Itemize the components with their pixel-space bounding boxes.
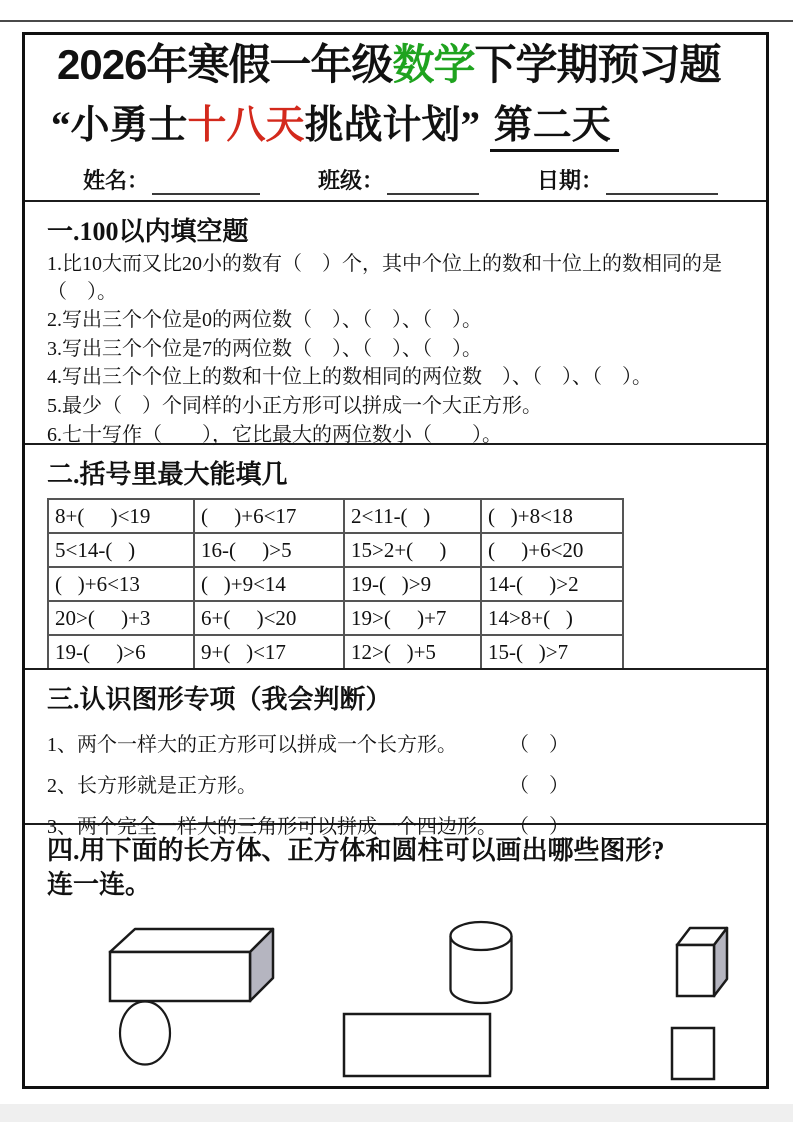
section-2-max-in-brackets (25, 443, 766, 668)
question-1-2: 2.写出三个个位是0的两位数（ ）、（ ）、（ ）。 (47, 309, 482, 332)
name-field (83, 164, 260, 195)
name-label: 姓名： (83, 168, 150, 194)
rectangle-shape (342, 1012, 492, 1078)
square-shape (670, 1026, 716, 1081)
table-row (48, 635, 623, 669)
day-number-underlined: 第二天 (490, 104, 619, 152)
title-pre: 2026年寒假一年级 (57, 41, 393, 88)
judgment-item (47, 728, 750, 757)
scan-bottom-margin (0, 1104, 793, 1122)
class-label: 班级： (318, 168, 385, 194)
table-cell: 6+( )<20 (194, 601, 344, 635)
section-4-heading-line2: 连一连。 (47, 869, 152, 899)
subtitle-post: 挑战计划” (304, 104, 481, 148)
cube-front-face (677, 945, 714, 996)
judgment-answer-brackets: （ ） (509, 734, 569, 756)
table-cell: ( )+6<17 (194, 499, 344, 533)
section-3-shape-judgment (25, 668, 766, 838)
table-cell: 2<11-( ) (344, 499, 481, 533)
section-4-match-shapes (25, 823, 766, 1086)
table-cell: 20>( )+3 (48, 601, 194, 635)
table-cell: 8+( )<19 (48, 499, 194, 533)
table-row (48, 567, 623, 601)
table-cell: ( )+6<13 (48, 567, 194, 601)
table-row (48, 533, 623, 567)
cube-solid (674, 925, 730, 999)
table-cell: ( )+9<14 (194, 567, 344, 601)
date-field (537, 164, 718, 195)
question-1-4: 4.写出三个个位上的数和十位上的数相同的两位数 ）、（ ）、（ ）。 (47, 366, 652, 389)
page-subtitle (51, 94, 756, 150)
table-cell: 15>2+( ) (344, 533, 481, 567)
judgment-text: 2、长方形就是正方形。 (47, 775, 257, 797)
table-cell: 15-( )>7 (481, 635, 623, 669)
table-cell: 16-( )>5 (194, 533, 344, 567)
worksheet-page (22, 32, 769, 1089)
table-cell: 5<14-( ) (48, 533, 194, 567)
section-4-heading-line1: 四.用下面的长方体、正方体和圆柱可以画出哪些图形? (47, 836, 665, 865)
question-1-3: 3.写出三个个位是7的两位数（ ）、（ ）、（ ）。 (47, 337, 482, 360)
worksheet-header (25, 35, 766, 200)
table-row (48, 499, 623, 533)
table-cell: 14-( )>2 (481, 567, 623, 601)
cylinder-solid (447, 919, 515, 1007)
name-blank-line (152, 171, 260, 195)
scan-top-edge-line (0, 20, 793, 22)
table-cell: 14>8+( ) (481, 601, 623, 635)
circle-shape (117, 999, 173, 1067)
subtitle-pre: “小勇士 (51, 104, 188, 148)
class-field (318, 164, 479, 195)
judgment-text: 1、两个一样大的正方形可以拼成一个长方形。 (47, 734, 457, 756)
date-label: 日期： (537, 168, 604, 194)
table-row (48, 601, 623, 635)
cuboid-top-face (110, 929, 273, 952)
question-1-5: 5.最少（ ）个同样的小正方形可以拼成一个大正方形。 (47, 394, 542, 417)
section-1-heading: 一.100以内填空题 (47, 217, 249, 246)
judgment-answer-brackets: （ ） (509, 775, 569, 797)
section-2-heading: 二.括号里最大能填几 (47, 460, 288, 489)
judgment-answer-brackets: （ ） (509, 816, 569, 838)
cuboid-solid (107, 926, 275, 1004)
table-cell: 12>( )+5 (344, 635, 481, 669)
date-blank-line (606, 171, 718, 195)
cuboid-front-face (110, 952, 250, 1001)
table-cell: 19>( )+7 (344, 601, 481, 635)
table-cell: 9+( )<17 (194, 635, 344, 669)
subtitle-days-highlight: 十八天 (187, 104, 305, 148)
title-post: 下学期预习题 (474, 41, 721, 88)
judgment-text: 3、两个完全一样大的三角形可以拼成一个四边形。 (47, 816, 497, 838)
section-1-fill-in-blanks (25, 200, 766, 446)
table-cell: ( )+6<20 (481, 533, 623, 567)
question-1-1: 1.比10大而又比20小的数有（ ）个，其中个位上的数和十位上的数相同的是（ ）。 (47, 253, 722, 303)
page-title (57, 41, 756, 88)
student-info-row (83, 164, 756, 195)
section-3-heading: 三.认识图形专项（我会判断） (47, 685, 392, 714)
table-cell: 19-( )>6 (48, 635, 194, 669)
table-cell: ( )+8<18 (481, 499, 623, 533)
judgment-item (47, 769, 750, 798)
title-subject-highlight: 数学 (392, 41, 475, 88)
shape-matching-area (47, 910, 750, 1086)
cylinder-top-face (451, 922, 512, 950)
class-blank-line (387, 171, 479, 195)
question-1-6: 6.七十写作（ ），它比最大的两位数小（ ）。 (47, 423, 502, 446)
inequality-table (47, 498, 624, 670)
table-cell: 19-( )>9 (344, 567, 481, 601)
